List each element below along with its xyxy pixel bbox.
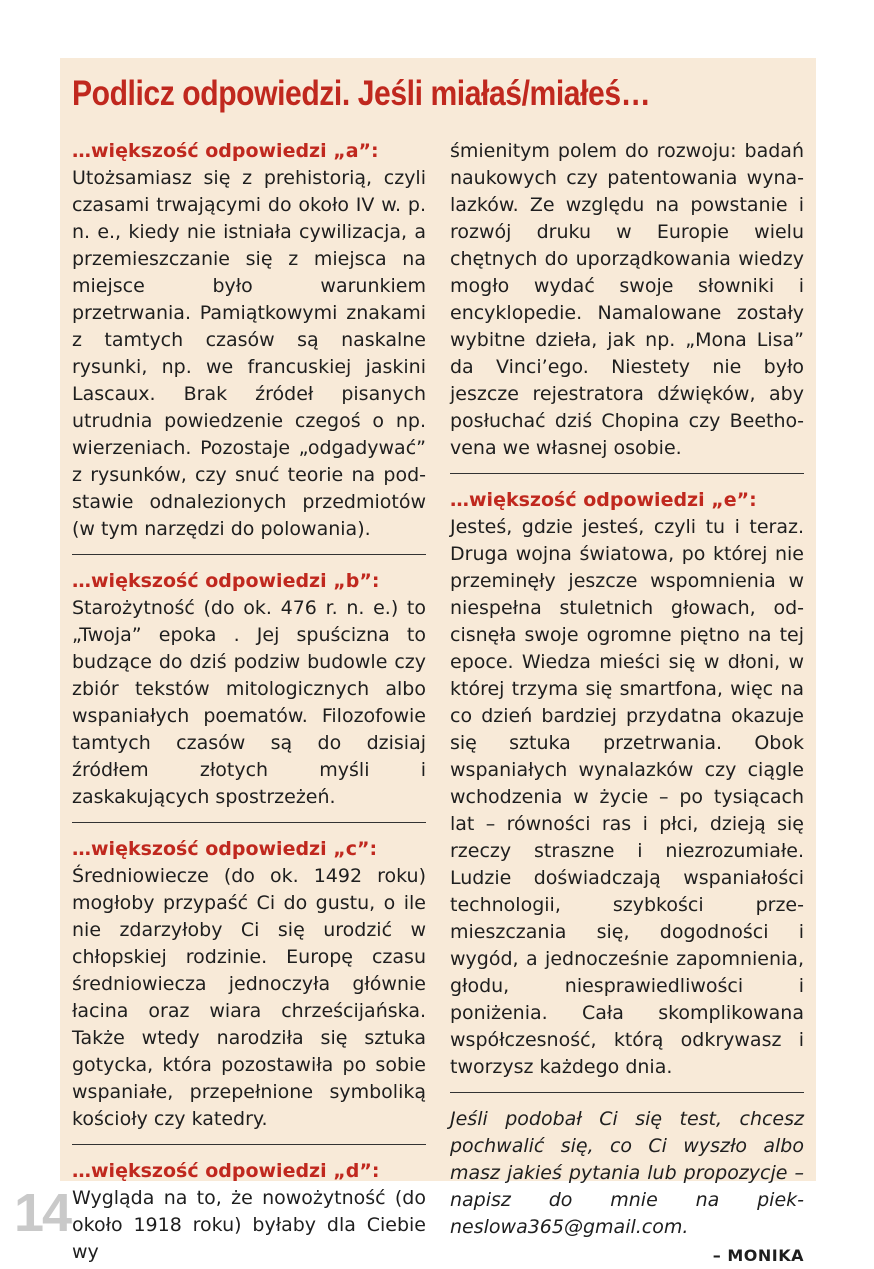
section-text: Jesteś, gdzie jesteś, czyli tu i teraz. Druga wojna światowa, po której nie przeminęły jeszcze wspomnienia w niespełna stuletnich głowach, odcisnęła swoje ogromne piętno na tej epoce. Wiedza mieści się w dłoni, w której trzyma się smartfona, więc na co dzień bardziej przydatna okazuje się sztuka przetrwania. Obok wspaniałych wynalazków czy ciągle wchodzenia w życie – po tysiącach lat – równości ras i płci, dzieją się rzeczy straszne i niezrozumiałe. Ludzie doświadczają wspaniałości technologii, szybkości przemieszczania się, dogodności i wygód, a jednocześnie zapomnienia, głodu, niesprawiedliwości i poniżenia. Cała skomplikowana współczesność, którą odkrywasz i tworzysz każdego dnia. <box>450 516 804 1078</box>
page-title: Podlicz odpowiedzi. Jeśli miałaś/miałeś… <box>72 74 651 113</box>
section-text: Starożytność (do ok. 476 r. n. e.) to „Twoja” epoka . Jej spuścizna to budzące do dziś podziw budowle czy zbiór tekstów mitologicznych albo wspaniałych poematów. Filozofowie tamtych czasów są do dzisiaj źródłem złotych myśli i zaskakujących spostrzeżeń. <box>72 597 426 808</box>
result-section-c <box>72 836 426 1133</box>
author-signature: – MONIKA <box>712 1246 804 1265</box>
divider <box>450 473 804 474</box>
section-heading: …większość odpowiedzi „a”: <box>72 140 379 162</box>
page-number: 14 <box>14 1183 71 1243</box>
right-column <box>450 138 804 1269</box>
section-text: Utożsamiasz się z prehistorią, czyli czasami trwającymi do około IV w. p. n. e., kiedy nie istniała cywilizacja, a przemieszczanie się z miejsca na miejsce było warunkiem przetrwania. Pamiątkowymi znakami z tamtych czasów są naskalne rysunki, np. we francuskiej jaskini Lascaux. Brak źródeł pisanych utrudnia powiedzenie czegoś o np. wierzeniach. Pozostaje „odgadywać” z rysunków, czy snuć teorie na podstawie odnalezionych przedmiotów (w tym narzędzi do polowania). <box>72 167 426 540</box>
section-heading: …większość odpowiedzi „d”: <box>72 1160 380 1182</box>
result-section-a <box>72 138 426 543</box>
result-section-d-continued <box>450 138 804 462</box>
divider <box>72 554 426 555</box>
closing-note: Jeśli podobał Ci się test, chcesz pochwalić się, co Ci wyszło albo masz jakieś pytania lub propozycje – napisz do mnie na piekneslowa365@gmail.com. <box>450 1108 804 1238</box>
result-section-e <box>450 487 804 1081</box>
divider <box>72 822 426 823</box>
divider <box>450 1092 804 1093</box>
divider <box>72 1144 426 1145</box>
result-section-b <box>72 568 426 811</box>
section-heading: …większość odpowiedzi „c”: <box>72 838 378 860</box>
quiz-results-panel <box>60 58 816 1265</box>
section-heading: …większość odpowiedzi „e”: <box>450 489 757 511</box>
section-text: śmienitym polem do rozwoju: badań naukowych czy patentowania wynalazków. Ze względu na powstanie i rozwój druku w Europie wielu chętnych do uporządkowania wiedzy mogło wydać swoje słowniki i encyklopedie. Namalowane zostały wybitne dzieła, jak np. „Mona Lisa” da Vinci’ego. Niestety nie było jeszcze rejestratora dźwięków, aby posłuchać dziś Chopina czy Beethovena we własnej osobie. <box>450 140 804 459</box>
section-text: Średniowiecze (do ok. 1492 roku) mogłoby przypaść Ci do gustu, o ile nie zdarzyłoby Ci się urodzić w chłopskiej rodzinie. Europę czasu średniowiecza jednoczyła głównie łacina oraz wiara chrześcijańska. Także wtedy narodziła się sztuka gotycka, która pozostawiła po sobie wspaniałe, przepełnione symboliką kościoły czy katedry. <box>72 865 426 1130</box>
section-text: Wygląda na to, że nowożytność (do około 1918 roku) byłaby dla Ciebie wy <box>72 1187 426 1263</box>
left-column <box>72 138 426 1266</box>
section-heading: …większość odpowiedzi „b”: <box>72 570 380 592</box>
result-section-d <box>72 1158 426 1266</box>
